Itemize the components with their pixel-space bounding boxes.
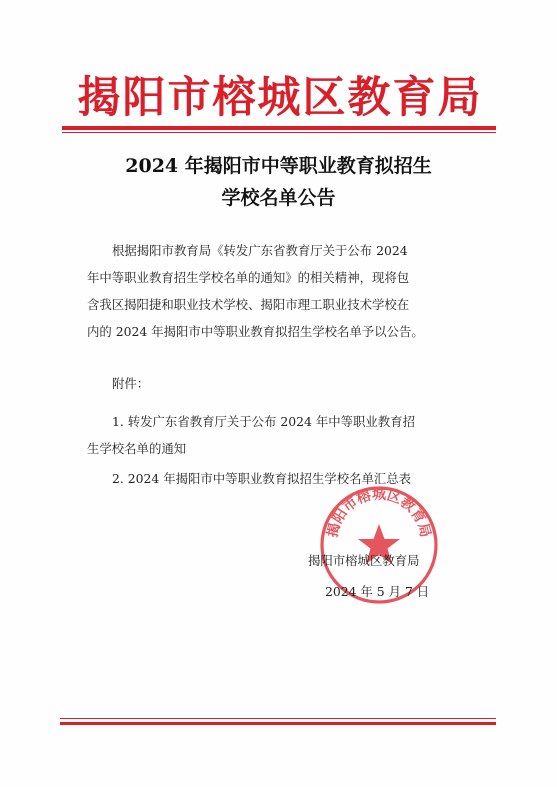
- body-line: 内的 2024 年揭阳市中等职业教育拟招生学校名单予以公告。: [87, 324, 424, 339]
- issue-date: 2024 年 5 月 7 日: [325, 584, 430, 599]
- signer-name: 揭阳市榕城区教育局: [308, 553, 420, 568]
- attachment-item-1-continued: 生学校名单的通知: [87, 441, 187, 456]
- notice-title-line-2: 学校名单公告: [221, 187, 336, 209]
- attachment-item-1: 1. 转发广东省教育厅关于公布 2024 年中等职业教育招: [112, 414, 415, 429]
- letterhead-rule-thin: [62, 132, 496, 133]
- seal-text: 揭阳市榕城区教育局: [324, 486, 434, 539]
- notice-title-line-1: 2024 年揭阳市中等职业教育拟招生: [125, 155, 432, 177]
- body-line: 含我区揭阳捷和职业技术学校、揭阳市理工职业技术学校在: [87, 297, 410, 312]
- body-line: 年中等职业教育招生学校名单的通知》的相关精神，现将包: [87, 270, 410, 285]
- attachment-item-2: 2. 2024 年揭阳市中等职业教育拟招生学校名单汇总表: [112, 471, 412, 486]
- letterhead-title: 揭阳市榕城区教育局: [77, 73, 483, 123]
- footer-rule-thick: [60, 722, 496, 725]
- footer-rule-thin: [60, 718, 496, 719]
- attachments-label: 附件：: [112, 376, 150, 391]
- letterhead-rule-thick: [62, 126, 496, 130]
- body-line: 根据揭阳市教育局《转发广东省教育厅关于公布 2024: [112, 243, 408, 258]
